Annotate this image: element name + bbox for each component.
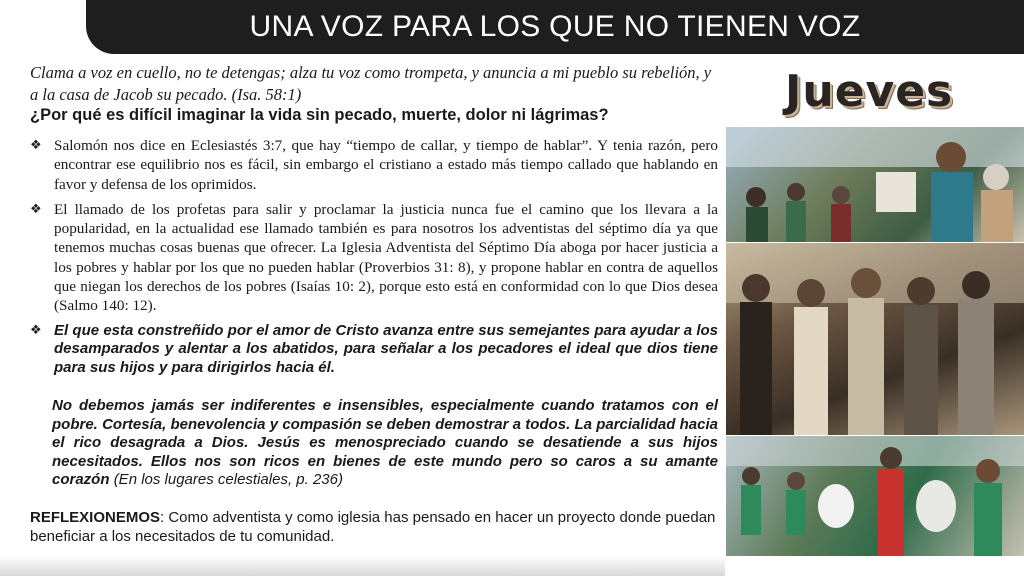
bullet-item: [30, 322, 718, 378]
reflection: [30, 508, 720, 546]
bullet-text: El que esta constreñido por el amor de Cristo avanza entre sus semejantes para ayudar a los desamparados y alentar a los abatidos, para señalar a los pecadores el ideal que dios tiene para sus hijos y para dirigirlos hacia él.: [54, 321, 718, 376]
bullet-item: [30, 200, 718, 316]
photo-aid-distribution-figures: [726, 127, 1024, 242]
quote-text: No debemos jamás ser indiferentes e insensibles, especialmente cuando tratamos con el pobre. Cortesía, benevolencia y compasión se deben demostrar a todos. La parcialidad hacia el rico desagrada a Dios. Jesús es menospreciado cuando se desatiende a sus hijos necesitados. Ellos nos son ricos en bienes de este mundo pero so caros a su amante corazón: [52, 397, 718, 489]
bible-verse: Clama a voz en cuello, no te detengas; alza tu voz como trompeta, y anuncia a mi pueblo su rebelión, y a la casa de Jacob su pecado. (Isa. 58:1): [30, 63, 712, 104]
photo-aid-distribution: [726, 127, 1024, 242]
photo-relief-volunteers: [726, 436, 1024, 556]
bullet-list: [30, 136, 718, 383]
reflection-text: : Como adventista y como iglesia has pensado en hacer un proyecto donde puedan beneficiar a los necesitados de tu comunidad.: [30, 509, 716, 545]
bullet-item: [30, 136, 718, 194]
bullet-text: Salomón nos dice en Eclesiastés 3:7, que hay “tiempo de callar, y tiempo de hablar”. Y tenia razón, pero encontrar ese equilibrio nos es fácil, sin embargo el cristiano a estado más tiempo callado que hablando en favor y defensa de los oprimidos.: [54, 137, 718, 193]
page-title: UNA VOZ PARA LOS QUE NO TIENEN VOZ: [249, 10, 861, 43]
diamond-bullet-icon: ❖: [30, 201, 42, 217]
diamond-bullet-icon: ❖: [30, 138, 42, 153]
photo-relief-volunteers-figures: [726, 436, 1024, 556]
quote-block: [52, 397, 718, 490]
discussion-question: ¿Por qué es difícil imaginar la vida sin pecado, muerte, dolor ni lágrimas?: [30, 106, 609, 124]
reflection-label: REFLEXIONEMOS: [30, 509, 161, 526]
bullet-text: El llamado de los profetas para salir y proclamar la justicia nunca fue el camino que los llevara a la popularidad, en la actualidad ese llamado también es para nosotros los adventistas del séptimo día ya que tenemos muchas cosas buenas que ofrecer. La Iglesia Adventista del Séptimo Día aboga por hacer justicia a los pobres y hablar por los que no pueden hablar (Proverbios 31: 8), y propone hablar en contra de aquellos que niegan los derechos de los pobres (Isaías 10: 2), porque esto está en conformidad con lo que Dios desea (Salmo 140: 12).: [54, 200, 718, 315]
diamond-bullet-icon: ❖: [30, 322, 42, 338]
photo-jesus-crowd: [726, 243, 1024, 435]
photo-jesus-crowd-figures: [726, 243, 1024, 435]
day-label: Jueves: [785, 66, 954, 117]
quote-reference: (En los lugares celestiales, p. 236): [113, 471, 343, 489]
bottom-shadow: [0, 556, 725, 576]
